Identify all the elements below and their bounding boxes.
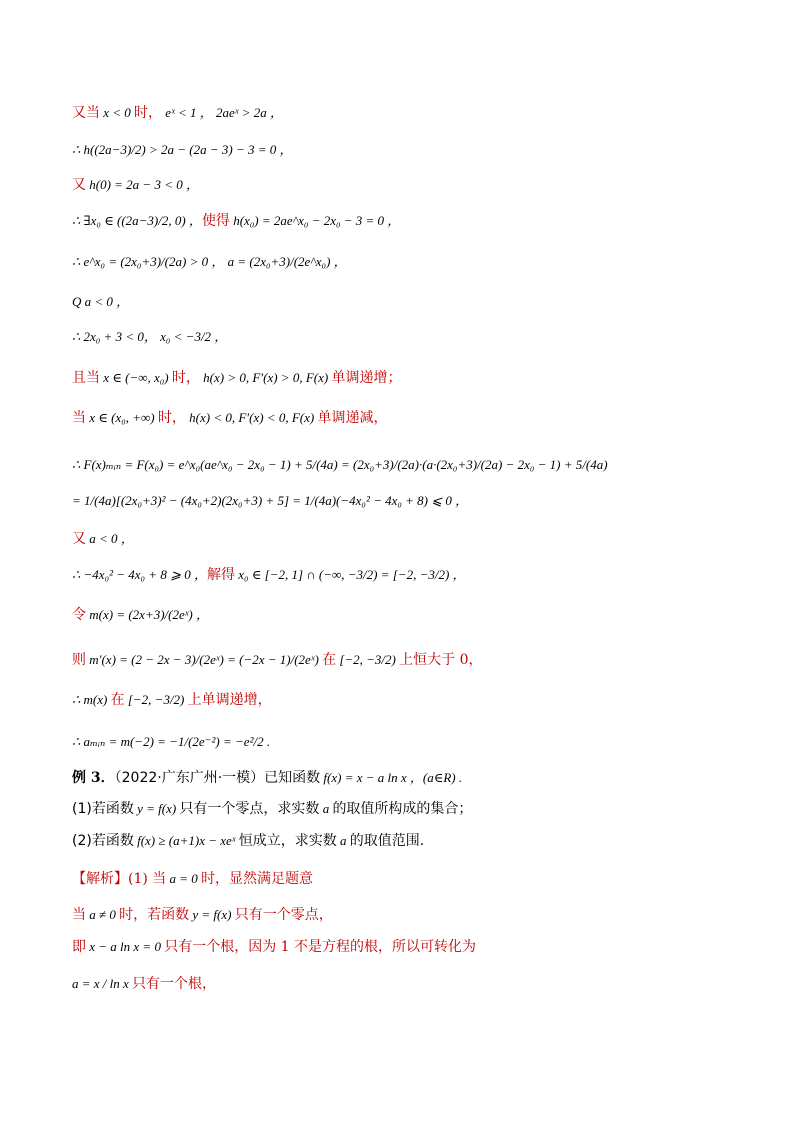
text-run: ∴ aₘᵢₙ = m(−2) = −1/(2e⁻²) = −e²/2 . (72, 734, 271, 749)
text-run: x ∈ (x₀, +∞) (86, 410, 158, 425)
text-run: (1) 当 (128, 871, 167, 887)
text-line (72, 141, 293, 159)
text-run: (1)若函数 (72, 801, 134, 817)
text-run: 解得 (206, 567, 235, 583)
text-run: = 1/(4a)[(2x₀+3)² − (4x₀+2)(2x₀+3) + 5] = 1/(4a)(−4x₀² − 4x₀ + 8) ⩽ 0 ， (72, 493, 469, 508)
text-run: h(x₀) = 2ae^x₀ − 2x₀ − 3 = 0 ， (229, 213, 401, 228)
text-run: a (336, 833, 350, 848)
text-run: 的取值所构成的集合； (332, 801, 473, 817)
text-run: 又 (72, 531, 86, 547)
text-line (72, 975, 216, 993)
text-run: 时， (134, 105, 163, 121)
text-line (72, 492, 468, 510)
text-run: 上单调递增， (187, 692, 272, 708)
text-run: 即 (72, 939, 86, 955)
text-run: 上恒大于 0， (399, 652, 483, 668)
text-run: （2022·广东广州·一模）已知函数 (114, 770, 321, 786)
text-run: ∴ −4x₀² − 4x₀ + 8 ⩾ 0 ， (72, 567, 207, 582)
text-run: ∴ e^x₀ = (2x₀+3)/(2a) > 0 ， a = (2x₀+3)/(2e^x₀) ， (72, 254, 347, 269)
text-run: 又当 (72, 105, 100, 121)
text-run: 时，显然满足题意 (201, 871, 314, 887)
text-line (72, 606, 209, 624)
text-run: 时，若函数 (119, 907, 190, 923)
text-line (72, 104, 283, 122)
text-run: 当 (72, 410, 86, 426)
text-run: m′(x) = (2 − 2x − 3)/(2eˣ) = (−2x − 1)/(2eˣ) (86, 652, 323, 667)
text-run: 只有一个根， (132, 976, 217, 992)
text-run: (2)若函数 (72, 833, 134, 849)
text-run: Q a < 0 ， (72, 294, 130, 309)
text-line (72, 212, 400, 230)
text-run: 又 (72, 177, 86, 193)
text-line (72, 800, 472, 818)
text-run: 单调递增； (331, 370, 402, 386)
text-line (72, 369, 401, 387)
text-line (72, 176, 199, 194)
text-line (72, 832, 424, 850)
text-line (72, 293, 129, 311)
text-line (72, 651, 482, 669)
text-run: ∴ ∃x₀ ∈ ((2a−3)/2, 0) ， (72, 213, 202, 228)
text-run: [−2, −3/2) (124, 692, 188, 707)
text-run: 只有一个零点，求实数 (179, 801, 320, 817)
text-run: a = x / ln x (72, 976, 133, 991)
text-run: f(x) ≥ (a+1)x − xeˣ (133, 833, 239, 848)
text-run: x ∈ (−∞, x₀) (100, 370, 172, 385)
text-run: 【解析】 (72, 871, 128, 887)
text-line (72, 566, 466, 584)
text-run: 则 (72, 652, 86, 668)
text-run: f(x) = x − a ln x ，(a∈R) . (320, 770, 463, 785)
text-run: 时， (157, 410, 186, 426)
text-line (72, 691, 272, 709)
text-run: 单调递减， (317, 410, 388, 426)
text-run: 令 (72, 607, 86, 623)
text-line (72, 456, 608, 474)
text-run: a = 0 (166, 871, 202, 886)
text-run: [−2, −3/2) (336, 652, 400, 667)
text-run: 在 (110, 692, 125, 708)
text-run: 在 (322, 652, 337, 668)
text-line (72, 769, 462, 787)
text-run: y = f(x) (189, 907, 235, 922)
text-run: x₀ ∈ [−2, 1] ∩ (−∞, −3/2) = [−2, −3/2) ， (234, 567, 466, 582)
text-run: 恒成立，求实数 (238, 833, 337, 849)
text-line (72, 530, 134, 548)
text-run: h(x) < 0, F′(x) < 0, F(x) (185, 410, 318, 425)
text-run: 时， (171, 370, 200, 386)
text-run: eˣ < 1 ， 2aeˣ > 2a ， (162, 105, 283, 120)
text-run: 的取值范围. (349, 833, 425, 849)
text-run: 且当 (72, 370, 100, 386)
text-run: a ≠ 0 (86, 907, 120, 922)
text-run: h(x) > 0, F′(x) > 0, F(x) (199, 370, 332, 385)
text-run: ∴ m(x) (72, 692, 111, 707)
text-run: 使得 (201, 213, 230, 229)
text-line (72, 328, 227, 346)
text-run: a (319, 801, 333, 816)
text-run: ∴ F(x)ₘᵢₙ = F(x₀) = e^x₀(ae^x₀ − 2x₀ − 1) + 5/(4a) = (2x₀+3)/(2a)·(a·(2x₀+3)/(2a) − 2x₀ − 1) + 5/(4a) (72, 457, 608, 472)
text-run: a < 0 ， (86, 531, 134, 546)
text-run: ∴ 2x₀ + 3 < 0， x₀ < −3/2 ， (72, 329, 228, 344)
text-line (72, 409, 387, 427)
text-run: ∴ h((2a−3)/2) > 2a − (2a − 3) − 3 = 0 ， (72, 142, 293, 157)
text-run: h(0) = 2a − 3 < 0 ， (86, 177, 199, 192)
text-line (72, 906, 333, 924)
text-line (72, 253, 347, 271)
text-run: m(x) = (2x+3)/(2eˣ) ， (86, 607, 209, 622)
text-line (72, 870, 313, 888)
text-run: 例 3． (72, 770, 115, 786)
text-run: x − a ln x = 0 (86, 939, 165, 954)
text-run: 当 (72, 907, 86, 923)
text-run: x < 0 (100, 105, 135, 120)
text-run: 只有一个零点， (234, 907, 333, 923)
text-line (72, 733, 270, 751)
text-run: y = f(x) (133, 801, 180, 816)
text-run: 只有一个根，因为 1 不是方程的根，所以可转化为 (164, 939, 477, 955)
text-line (72, 938, 476, 956)
